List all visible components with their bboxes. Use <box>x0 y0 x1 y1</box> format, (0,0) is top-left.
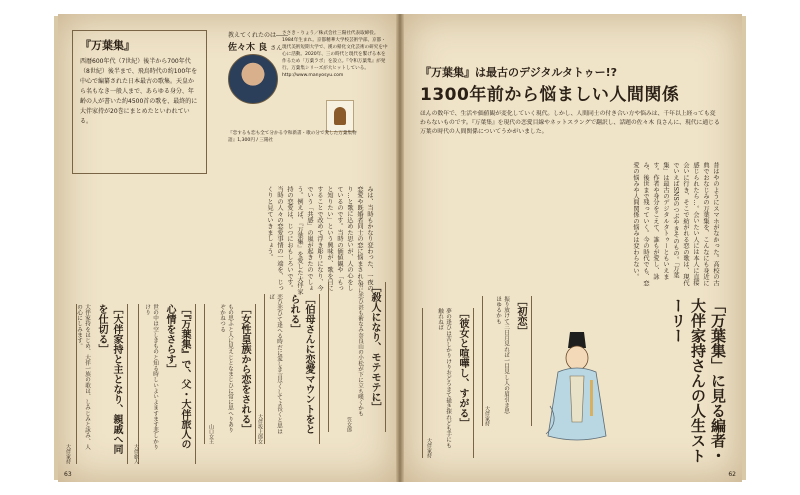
quote-title: ［伯母さんに恋愛マウントをとられる］ <box>288 294 314 434</box>
quote-text: 君に恋ひ甚も術なみ奈良山の小松が下に立ち嘆くかも <box>357 282 363 417</box>
teacher-suffix: さん <box>270 45 283 52</box>
teacher-name-text: 佐々木 良 <box>228 43 268 53</box>
quote-title: ［殺人になり、モテモテに］ <box>369 282 380 412</box>
quote-block <box>422 308 474 458</box>
quote-title: ［初恋］ <box>515 296 526 336</box>
quote-author: 大伴家持 <box>484 406 490 426</box>
quote-title: ［彼女と喧嘩し、すがる］ <box>457 308 468 428</box>
teacher-photo <box>228 54 278 104</box>
quote-block <box>328 282 386 432</box>
page-edge-right <box>742 16 746 480</box>
left-page <box>58 14 396 482</box>
quote-text: もの思ふと人に見えじとなまじひに常に思へりありぞかねつる <box>219 304 233 433</box>
quote-title: ［女性皇族から恋をされる］ <box>239 304 250 434</box>
article-kicker: 『万葉集』は最古のデジタルタトゥー!? <box>420 66 618 79</box>
quote-author: 大伴旅人 <box>133 444 139 464</box>
quote-author: 山口女王 <box>208 424 214 444</box>
story-title: 「万葉集」に見る編者・大伴家持さんの人生ストーリー <box>669 298 727 463</box>
teacher-name <box>228 40 282 53</box>
book-gutter <box>396 14 404 482</box>
left-body-text: みは、当時もかなり変わった、一夜の恋愛や既婚者同士の恋に悩まされたり…と歌に込めた思いが、人の心をしているのです。当時の価値観や「もっと知りたい」という興味が、歌を目にすることで改めて浮き彫りになり、今でいう「共感」の嵐が起きたのでしょう。例えば、『万葉集』を愛した大伴家持の恋愛は、じつにおもしろいです。当時の人々の恋愛事情の一端を、じっくりと見ていきましょう。 <box>266 186 373 295</box>
intro-text: 西暦600年代（7世紀）後半から700年代（8世紀）後半まで、飛鳥時代の約100年を中心で編纂された日本最古の歌集。天皇から名もなき一般人まで、あらゆる身分、年齢の人が書いた約4500首の歌を、最終的に大伴家持が20巻にまとめたといわれている。 <box>80 58 198 125</box>
intro-title: 『万葉集』 <box>80 39 135 52</box>
book-cover-image <box>326 100 354 132</box>
quote-block <box>133 304 196 464</box>
article-headline: 1300年前から悩ましい人間関係 <box>420 85 680 105</box>
quote-block <box>257 294 320 444</box>
quote-text: 世の中は空しきものと知る時しいよいよますます悲しかりけり <box>144 304 158 450</box>
yakamochi-illustration <box>540 326 614 446</box>
quote-title: ［大伴家持と主となり、親戚へ同を仕切る］ <box>96 304 122 454</box>
article-lead: ほんの数年で、生活や価値観が変化していく現代。しかし、人間同士の付き合い方や悩みは、千年以上経っても変わらないものです。『万葉集』を現代の恋愛目線やネットスラングで翻訳し、話題の佐々木 良さんに、現代に通じる万葉の時代の人間関係についてうかがいました。 <box>420 111 720 135</box>
page-number-left: 63 <box>64 471 72 478</box>
page-number-right: 62 <box>728 471 736 478</box>
right-body-text: 昔はやのようにスマホがなかった。高校の古典でおなじみの万葉集を、こんなにも身近に感じられたら…。会いたい人には本人に直接会いに行き、そこで紡がれる恋の歌は、現代でいえばSNSのつぶやきそのもの。「万葉集」は最古のデジタルタトゥーともいえます。作者や身分をこえて、誰もが愛し、詠み、後世まで残っていく。今の時代でも、恋愛の悩みや人間関係の悩みは変わらない。 <box>632 162 719 286</box>
manyoshu-intro-box <box>72 30 207 174</box>
right-page <box>404 14 742 482</box>
quote-text: 夢の逢ひは苦しかりけりおどろきて掻き探れども手にも触れねば <box>437 308 451 448</box>
teacher-label: 教えてくれたのは―― <box>228 32 289 39</box>
book-note: 『恋するも恋も全て分かる令和新書・歌の分で愛した万葉集物語』1,300円 / 三陽社 <box>228 131 357 143</box>
quote-author: 笠女郎 <box>346 417 352 432</box>
quote-author: 大伴家持 <box>426 438 432 458</box>
quote-text: 恋ひ恋ひて逢へる時だに愛しき言尽くしてよ長くと思はば <box>268 294 282 434</box>
teacher-bio: ささき・りょう／株式会社三陽社代表取締役。1984年生まれ。京都精華大学校芸術学部、京都・現代美術短期大学で、漢の帰化文化芸術の研究を中心に活動。2020年、三の時代と現代を繋げる本を作るため「万葉ラボ」を設立。『令和万葉集』が発行。万葉集シリーズが大ヒットしている。http://www.manyosyu.com <box>282 31 388 78</box>
quote-text: 大伴家持をはじめ、大伴一族の歌は、しみじみと詠み、人の心にしみます。 <box>76 304 90 450</box>
quote-block <box>482 296 532 426</box>
quote-text: 振り放けて三日月見れば一目見し人の眉引き思ほゆるかも <box>495 296 509 414</box>
quote-block <box>65 304 128 464</box>
quote-title: ［『万葉集』で、父・大伴旅人の心情をさらす］ <box>164 304 190 449</box>
quote-author: 大伴坂上郎女 <box>257 414 263 444</box>
quote-author: 大伴家持 <box>65 444 71 464</box>
quote-block <box>204 304 256 444</box>
